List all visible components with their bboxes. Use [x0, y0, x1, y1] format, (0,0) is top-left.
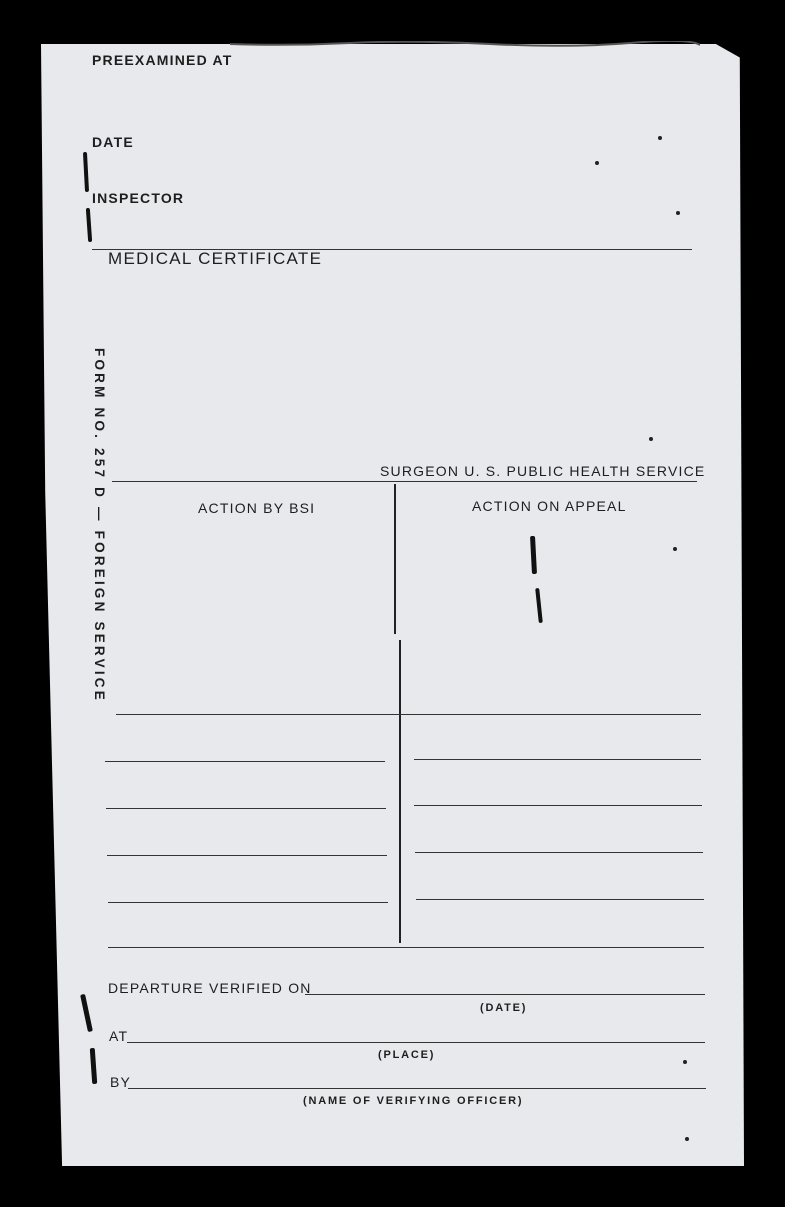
- speck: [683, 1060, 687, 1064]
- place-line: [127, 1042, 705, 1043]
- speck: [673, 547, 677, 551]
- form-number: FORM NO. 257 D — FOREIGN SERVICE: [92, 348, 107, 703]
- speck: [595, 161, 599, 165]
- officer-caption: (NAME OF VERIFYING OFFICER): [303, 1095, 524, 1107]
- bsi-line-3: [107, 855, 387, 856]
- speck: [658, 136, 662, 140]
- date-caption: (DATE): [480, 1002, 528, 1014]
- preexamined-label: PREEXAMINED AT: [92, 52, 233, 68]
- form-card: [41, 44, 744, 1166]
- date-label: DATE: [92, 134, 134, 150]
- inspector-label: INSPECTOR: [92, 190, 185, 206]
- appeal-line-2: [414, 805, 702, 806]
- surgeon-label: SURGEON U. S. PUBLIC HEALTH SERVICE: [380, 463, 706, 479]
- torn-top-edge: [230, 41, 700, 47]
- surgeon-line: [112, 481, 697, 482]
- action-appeal-label: ACTION ON APPEAL: [472, 498, 627, 514]
- action-bsi-label: ACTION BY BSI: [198, 500, 316, 516]
- speck: [649, 437, 653, 441]
- by-label: BY: [110, 1074, 132, 1090]
- officer-line: [128, 1088, 706, 1089]
- ruled-line-full: [116, 714, 701, 715]
- bsi-line-1: [105, 761, 385, 762]
- speck: [685, 1137, 689, 1141]
- place-caption: (PLACE): [378, 1049, 436, 1061]
- bsi-line-2: [106, 808, 386, 809]
- appeal-line-1: [414, 759, 701, 760]
- appeal-line-3: [415, 852, 703, 853]
- appeal-line-4: [416, 899, 704, 900]
- certificate-title: MEDICAL CERTIFICATE: [108, 249, 323, 268]
- section-bottom-line: [108, 947, 704, 948]
- column-divider-lower: [399, 640, 401, 943]
- bsi-line-4: [108, 902, 388, 903]
- speck: [676, 211, 680, 215]
- at-label: AT: [109, 1028, 129, 1044]
- departure-date-line: [305, 994, 705, 995]
- column-divider-upper: [394, 484, 396, 634]
- departure-label: DEPARTURE VERIFIED ON: [108, 980, 312, 996]
